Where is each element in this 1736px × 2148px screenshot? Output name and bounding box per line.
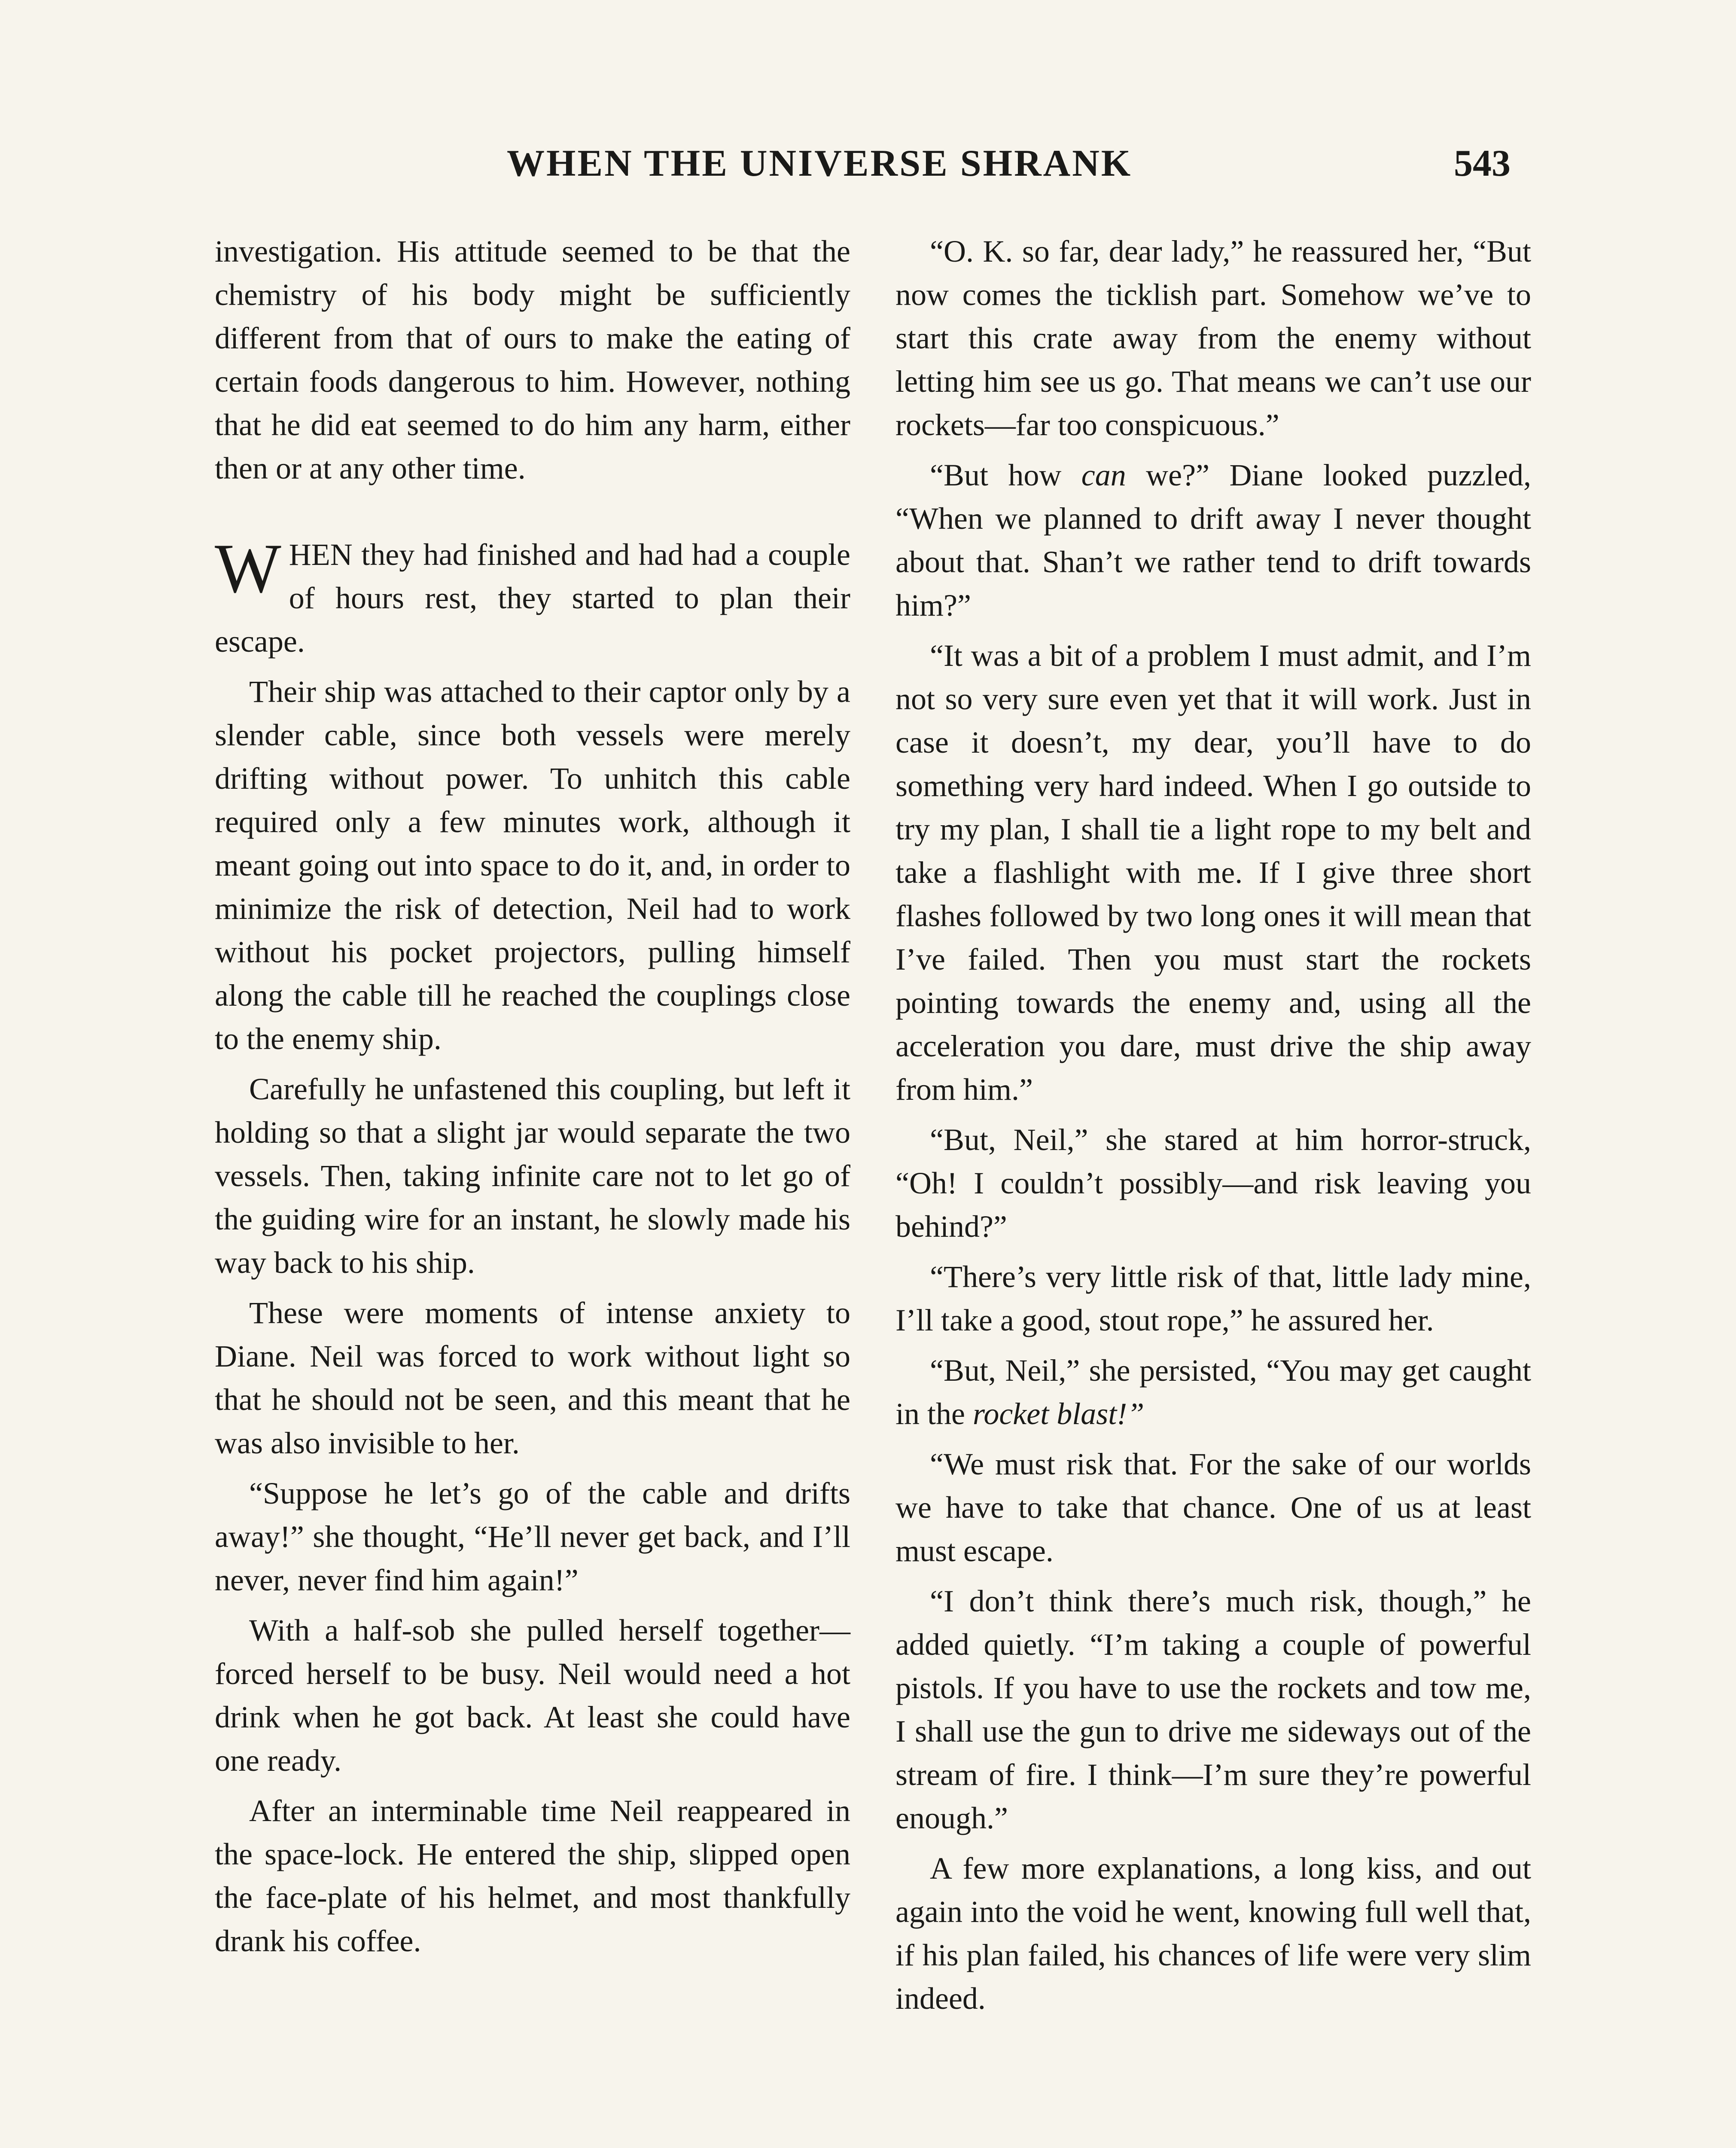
text-run: “But how bbox=[930, 458, 1081, 492]
paragraph: investigation. His attitude seemed to be that the chemistry of his body might be sufficiently different from that of ours to make the eating of certain foods dangerous to him. However, nothing that he did eat seemed to do him any harm, either then or at any other time. bbox=[215, 234, 850, 485]
paragraph: “O. K. so far, dear lady,” he reassured her, “But now comes the ticklish part. Somehow we’ve to start this crate away from the enemy without letting him see us go. That means we can’t use our rockets—far too conspicuous.” bbox=[895, 234, 1531, 442]
left-column bbox=[215, 230, 850, 1970]
paragraph: “There’s very little risk of that, little lady mine, I’ll take a good, stout rope,” he assured her. bbox=[895, 1260, 1531, 1337]
running-title: WHEN THE UNIVERSE SHRANK bbox=[507, 143, 1133, 184]
section-opening-paragraph bbox=[215, 530, 850, 663]
text-run: “But, Neil,” she persisted, “You may get caught in the bbox=[895, 1353, 1531, 1431]
paragraph: “It was a bit of a problem I must admit, and I’m not so very sure even yet that it will work. Just in case it doesn’t, my dear, you’ll have to do something very hard indeed. When I go outside to try my plan, I shall tie a light rope to my belt and take a flashlight with me. If I give three short flashes followed by two long ones it will mean that I’ve failed. Then you must start the rockets pointing towards the enemy and, using all the acceleration you dare, must drive the ship away from him.” bbox=[895, 638, 1531, 1107]
section-text: they had finished and had had a couple of hours rest, they started to plan their escape. bbox=[215, 537, 850, 659]
italic-text: rocket blast!” bbox=[972, 1397, 1145, 1431]
small-caps-lead: HEN bbox=[289, 537, 353, 572]
page-number: 543 bbox=[1454, 143, 1511, 184]
text-run: we?” Diane looked puzzled, “When we planned to drift away I never thought about that. Shan’t we rather tend to drift towards him?” bbox=[895, 458, 1531, 622]
paragraph: “But, Neil,” she stared at him horror-struck, “Oh! I couldn’t possibly—and risk leaving you behind?” bbox=[895, 1123, 1531, 1244]
paragraph: “Suppose he let’s go of the cable and drifts away!” she thought, “He’ll never get back, and I’ll never, never find him again!” bbox=[215, 1476, 850, 1597]
paragraph: Their ship was attached to their captor only by a slender cable, since both vessels were merely drifting without power. To unhitch this cable required only a few minutes work, although it meant going out into space to do it, and, in order to minimize the risk of detection, Neil had to work without his pocket projectors, pulling himself along the cable till he reached the couplings close to the enemy ship. bbox=[215, 674, 850, 1056]
paragraph bbox=[895, 1349, 1531, 1436]
paragraph: After an interminable time Neil reappeared in the space-lock. He entered the ship, slipped open the face-plate of his helmet, and most thankfully drank his coffee. bbox=[215, 1794, 850, 1958]
italic-text: can bbox=[1081, 458, 1126, 492]
paragraph: “I don’t think there’s much risk, though,” he added quietly. “I’m taking a couple of powerful pistols. If you have to use the rockets and tow me, I shall use the gun to drive me sideways out of the stream of fire. I think—I’m sure they’re powerful enough.” bbox=[895, 1584, 1531, 1835]
paragraph: “We must risk that. For the sake of our worlds we have to take that chance. One of us at least must escape. bbox=[895, 1447, 1531, 1568]
paragraph: A few more explanations, a long kiss, and out again into the void he went, knowing full well that, if his plan failed, his chances of life were very slim indeed. bbox=[895, 1851, 1531, 2016]
page-header bbox=[0, 142, 1736, 193]
paragraph: With a half-sob she pulled herself together—forced herself to be busy. Neil would need a hot drink when he got back. At least she could have one ready. bbox=[215, 1613, 850, 1778]
right-column bbox=[895, 230, 1531, 2027]
paragraph bbox=[895, 454, 1531, 627]
paragraph: Carefully he unfastened this coupling, but left it holding so that a slight jar would separate the two vessels. Then, taking infinite care not to let go of the guiding wire for an instant, he slowly made his way back to his ship. bbox=[215, 1072, 850, 1280]
paragraph: These were moments of intense anxiety to Diane. Neil was forced to work without light so that he should not be seen, and this meant that he was also invisible to her. bbox=[215, 1296, 850, 1460]
drop-cap: W bbox=[215, 530, 281, 607]
